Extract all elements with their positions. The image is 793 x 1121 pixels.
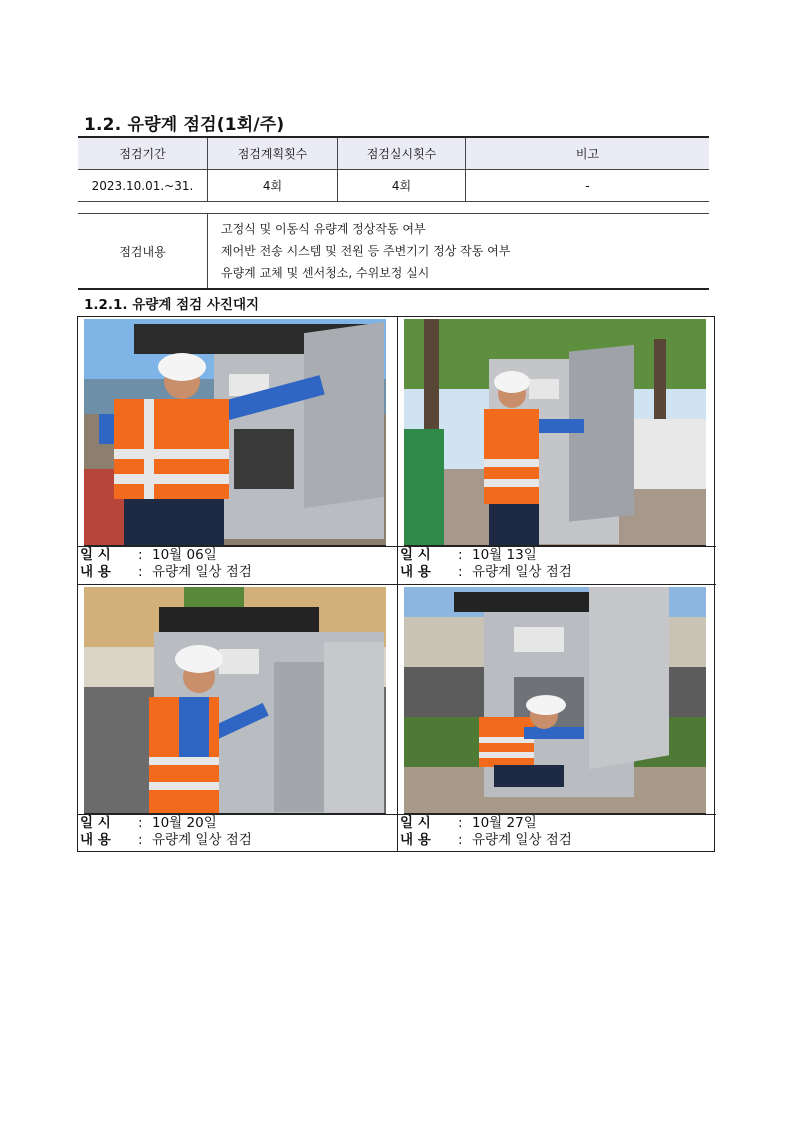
cell-performed: 4회: [338, 170, 466, 202]
photo-cell: [397, 584, 716, 851]
table-header-row: [78, 137, 709, 170]
photo-caption: 일 시 : 10월 20일 내 용 : 유량계 일상 점검: [80, 815, 252, 848]
content-key: 내 용: [80, 564, 111, 580]
col-header-performed: 점검실시횟수: [338, 137, 466, 170]
table-row: [78, 170, 709, 202]
date-key: 일 시: [400, 547, 431, 563]
inspection-summary-table: [78, 136, 709, 202]
content-line: 제어반 전송 시스템 및 전원 등 주변기기 정상 작동 여부: [221, 244, 511, 258]
photo-grid: [77, 316, 715, 852]
cell-period: 2023.10.01.~31.: [78, 170, 208, 202]
content-label: 점검내용: [78, 214, 208, 290]
inspection-photo: [84, 319, 386, 546]
date-key: 일 시: [80, 815, 111, 831]
content-value: 유량계 일상 점검: [152, 832, 252, 848]
inspection-content-table: [78, 213, 709, 290]
date-key: 일 시: [400, 815, 431, 831]
photo-cell: [78, 584, 397, 851]
photo-section-heading: 1.2.1. 유량계 점검 사진대지: [84, 297, 260, 313]
content-key: 내 용: [400, 564, 431, 580]
content-value: 유량계 일상 점검: [472, 832, 572, 848]
content-lines: [208, 214, 710, 290]
date-key: 일 시: [80, 547, 111, 563]
date-value: 10월 20일: [152, 815, 217, 831]
content-line: 고정식 및 이동식 유량계 정상작동 여부: [221, 222, 426, 236]
date-value: 10월 27일: [472, 815, 537, 831]
photo-cell: [78, 317, 397, 584]
cell-remarks: -: [466, 170, 710, 202]
photo-cell: [397, 317, 716, 584]
inspection-photo: [404, 319, 706, 546]
table-row: [78, 214, 709, 290]
col-header-remarks: 비고: [466, 137, 710, 170]
cell-planned: 4회: [208, 170, 338, 202]
date-value: 10월 06일: [152, 547, 217, 563]
col-header-planned: 점검계획횟수: [208, 137, 338, 170]
inspection-photo: [84, 587, 386, 814]
content-key: 내 용: [400, 832, 431, 848]
content-line: 유량계 교체 및 센서청소, 수위보정 실시: [221, 266, 430, 280]
photo-caption: 일 시 : 10월 13일 내 용 : 유량계 일상 점검: [400, 547, 572, 580]
photo-caption: 일 시 : 10월 06일 내 용 : 유량계 일상 점검: [80, 547, 252, 580]
content-value: 유량계 일상 점검: [152, 564, 252, 580]
date-value: 10월 13일: [472, 547, 537, 563]
content-key: 내 용: [80, 832, 111, 848]
content-value: 유량계 일상 점검: [472, 564, 572, 580]
section-heading: 1.2. 유량계 점검(1회/주): [84, 115, 285, 135]
photo-caption: 일 시 : 10월 27일 내 용 : 유량계 일상 점검: [400, 815, 572, 848]
inspection-photo: [404, 587, 706, 814]
col-header-period: 점검기간: [78, 137, 208, 170]
